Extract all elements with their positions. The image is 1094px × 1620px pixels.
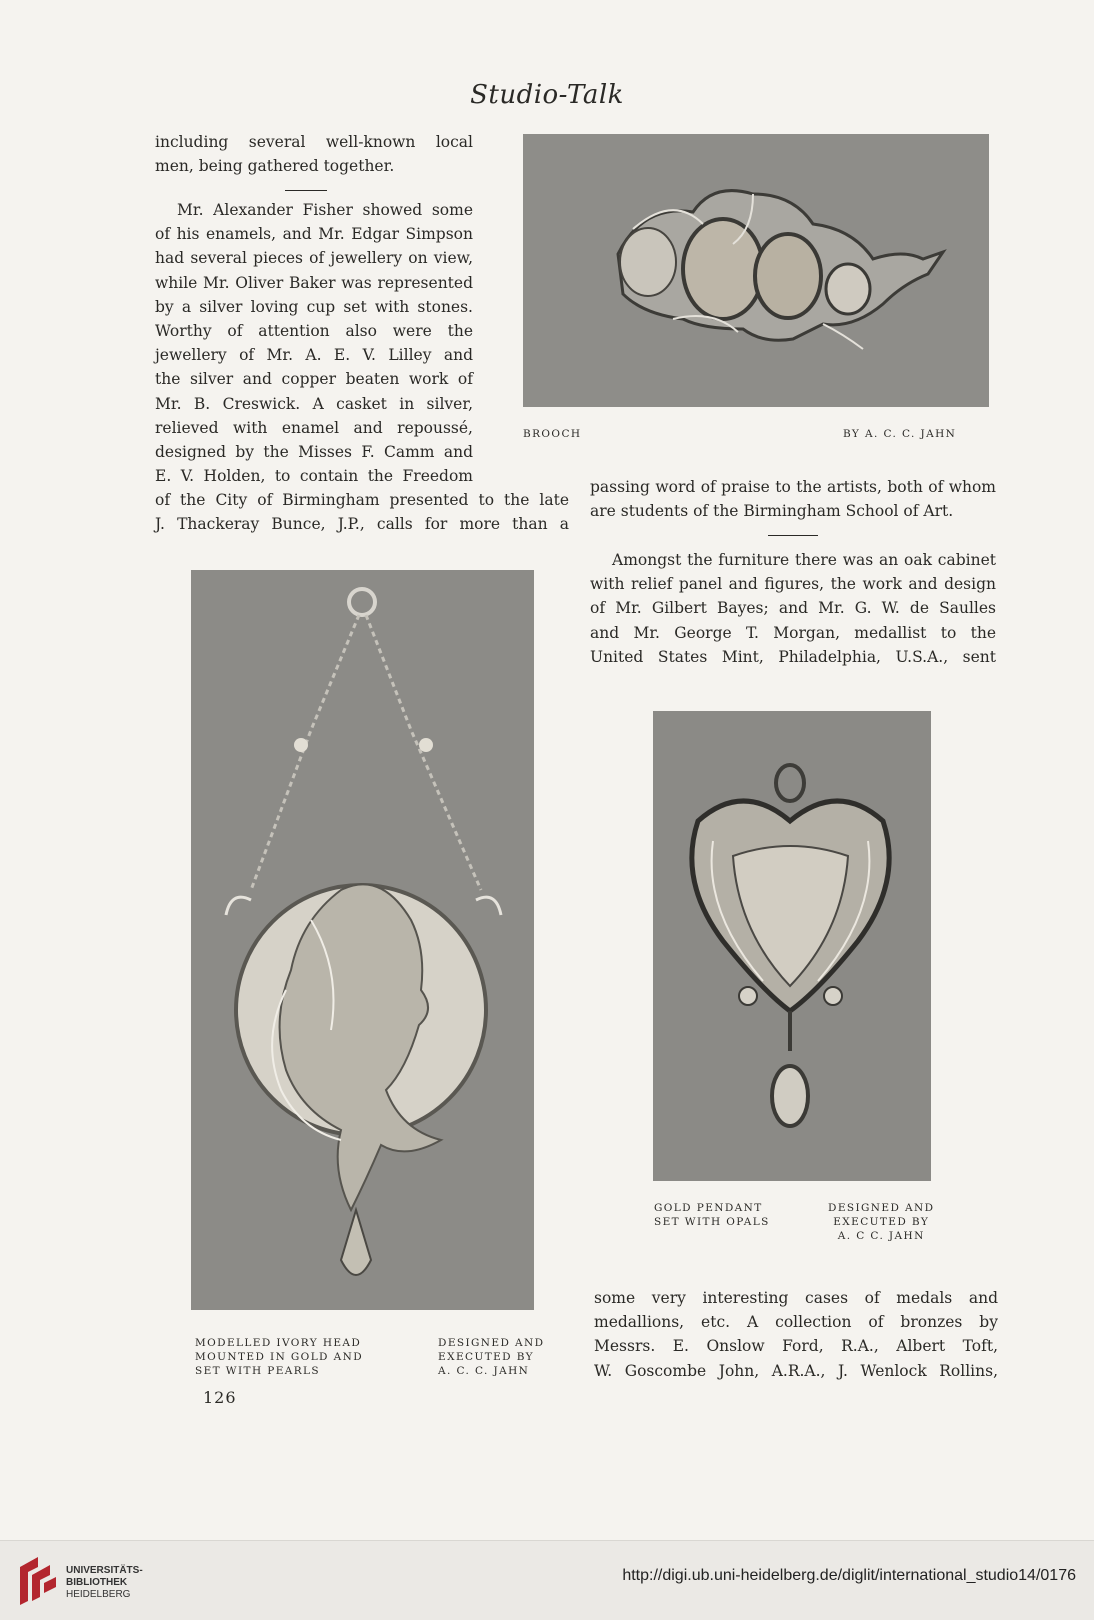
caption-line: EXECUTED BY (438, 1351, 534, 1363)
library-logo-icon (14, 1553, 60, 1609)
caption-line: DESIGNED AND (438, 1337, 545, 1349)
text-line: some very interesting cases of medals and (594, 1289, 998, 1307)
footer-bar (0, 1540, 1094, 1620)
text-line: medallions, etc. A collection of bronzes by (594, 1313, 998, 1332)
gold-pendant-caption-left (654, 1201, 770, 1229)
caption-line: MOUNTED IN GOLD AND (195, 1351, 364, 1363)
text-line: of Mr. Gilbert Bayes; and Mr. G. W. de Saulles (590, 599, 996, 618)
caption-line: SET WITH PEARLS (195, 1365, 321, 1377)
caption-line: MODELLED IVORY HEAD (195, 1337, 362, 1349)
gold-pendant-caption-right (828, 1201, 934, 1243)
caption-line: A. C C. JAHN (837, 1230, 925, 1242)
text-line: Amongst the furniture there was an oak cabinet (612, 551, 996, 569)
brooch-photograph (523, 134, 989, 407)
text-line: J. Thackeray Bunce, J.P., calls for more than a (155, 515, 569, 534)
text-line: the silver and copper beaten work of (155, 370, 473, 389)
caption-line: GOLD PENDANT (654, 1202, 763, 1214)
text-line: men, being gathered together. (155, 157, 395, 176)
library-name (66, 1565, 143, 1601)
left-column-wide-lines (155, 488, 569, 536)
right-column-para2 (590, 548, 996, 669)
left-column-para2 (155, 198, 473, 488)
caption-line: SET WITH OPALS (654, 1216, 770, 1228)
text-line: of the City of Birmingham presented to the late (155, 491, 569, 509)
text-line: and Mr. George T. Morgan, medallist to the (590, 623, 996, 642)
text-line: passing word of praise to the artists, both of whom (590, 478, 996, 496)
text-line: E. V. Holden, to contain the Freedom (155, 467, 473, 486)
text-line: Messrs. E. Onslow Ford, R.A., Albert Toft, (594, 1337, 998, 1356)
right-column-bottom (594, 1286, 998, 1383)
library-name-line: BIBLIOTHEK (66, 1577, 128, 1588)
caption-line: EXECUTED BY (833, 1216, 930, 1228)
source-url[interactable]: http://digi.ub.uni-heidelberg.de/diglit/international_studio14/0176 (622, 1567, 1076, 1584)
library-name-line: UNIVERSITÄTS- (66, 1565, 143, 1576)
text-line: designed by the Misses F. Camm and (155, 443, 473, 462)
text-line: Mr. B. Creswick. A casket in silver, (155, 394, 473, 413)
text-line: United States Mint, Philadelphia, U.S.A., sent (590, 647, 996, 666)
text-line: are students of the Birmingham School of Art. (590, 502, 954, 521)
text-line: while Mr. Oliver Baker was represented (155, 273, 473, 292)
text-line: relieved with enamel and repoussé, (155, 418, 473, 437)
ivory-head-caption-right (438, 1336, 544, 1378)
left-column-top (155, 130, 473, 178)
page-number: 126 (203, 1388, 237, 1407)
text-line: had several pieces of jewellery on view, (155, 249, 473, 268)
caption-line: A. C. C. JAHN (438, 1365, 530, 1377)
section-rule (285, 190, 327, 191)
text-line: with relief panel and figures, the work and design (590, 575, 996, 594)
running-head: Studio-Talk (470, 80, 624, 110)
text-line: jewellery of Mr. A. E. V. Lilley and (155, 346, 473, 365)
gold-pendant-photograph (653, 711, 931, 1181)
library-name-line: HEIDELBERG (66, 1589, 131, 1600)
right-column-top (590, 475, 996, 523)
section-rule (768, 535, 818, 536)
text-line: of his enamels, and Mr. Edgar Simpson (155, 225, 473, 244)
brooch-caption-right: BY A. C. C. JAHN (843, 428, 957, 440)
ivory-head-pendant-photograph (191, 570, 534, 1310)
text-line: Worthy of attention also were the (155, 322, 473, 341)
text-line: Mr. Alexander Fisher showed some (177, 201, 473, 219)
caption-line: DESIGNED AND (828, 1202, 935, 1214)
brooch-caption-left: BROOCH (523, 428, 582, 440)
text-line: W. Goscombe John, A.R.A., J. Wenlock Rollins, (594, 1361, 998, 1380)
text-line: by a silver loving cup set with stones. (155, 297, 473, 316)
ivory-head-caption-left (195, 1336, 363, 1378)
text-line: including several well-known local (155, 133, 473, 151)
